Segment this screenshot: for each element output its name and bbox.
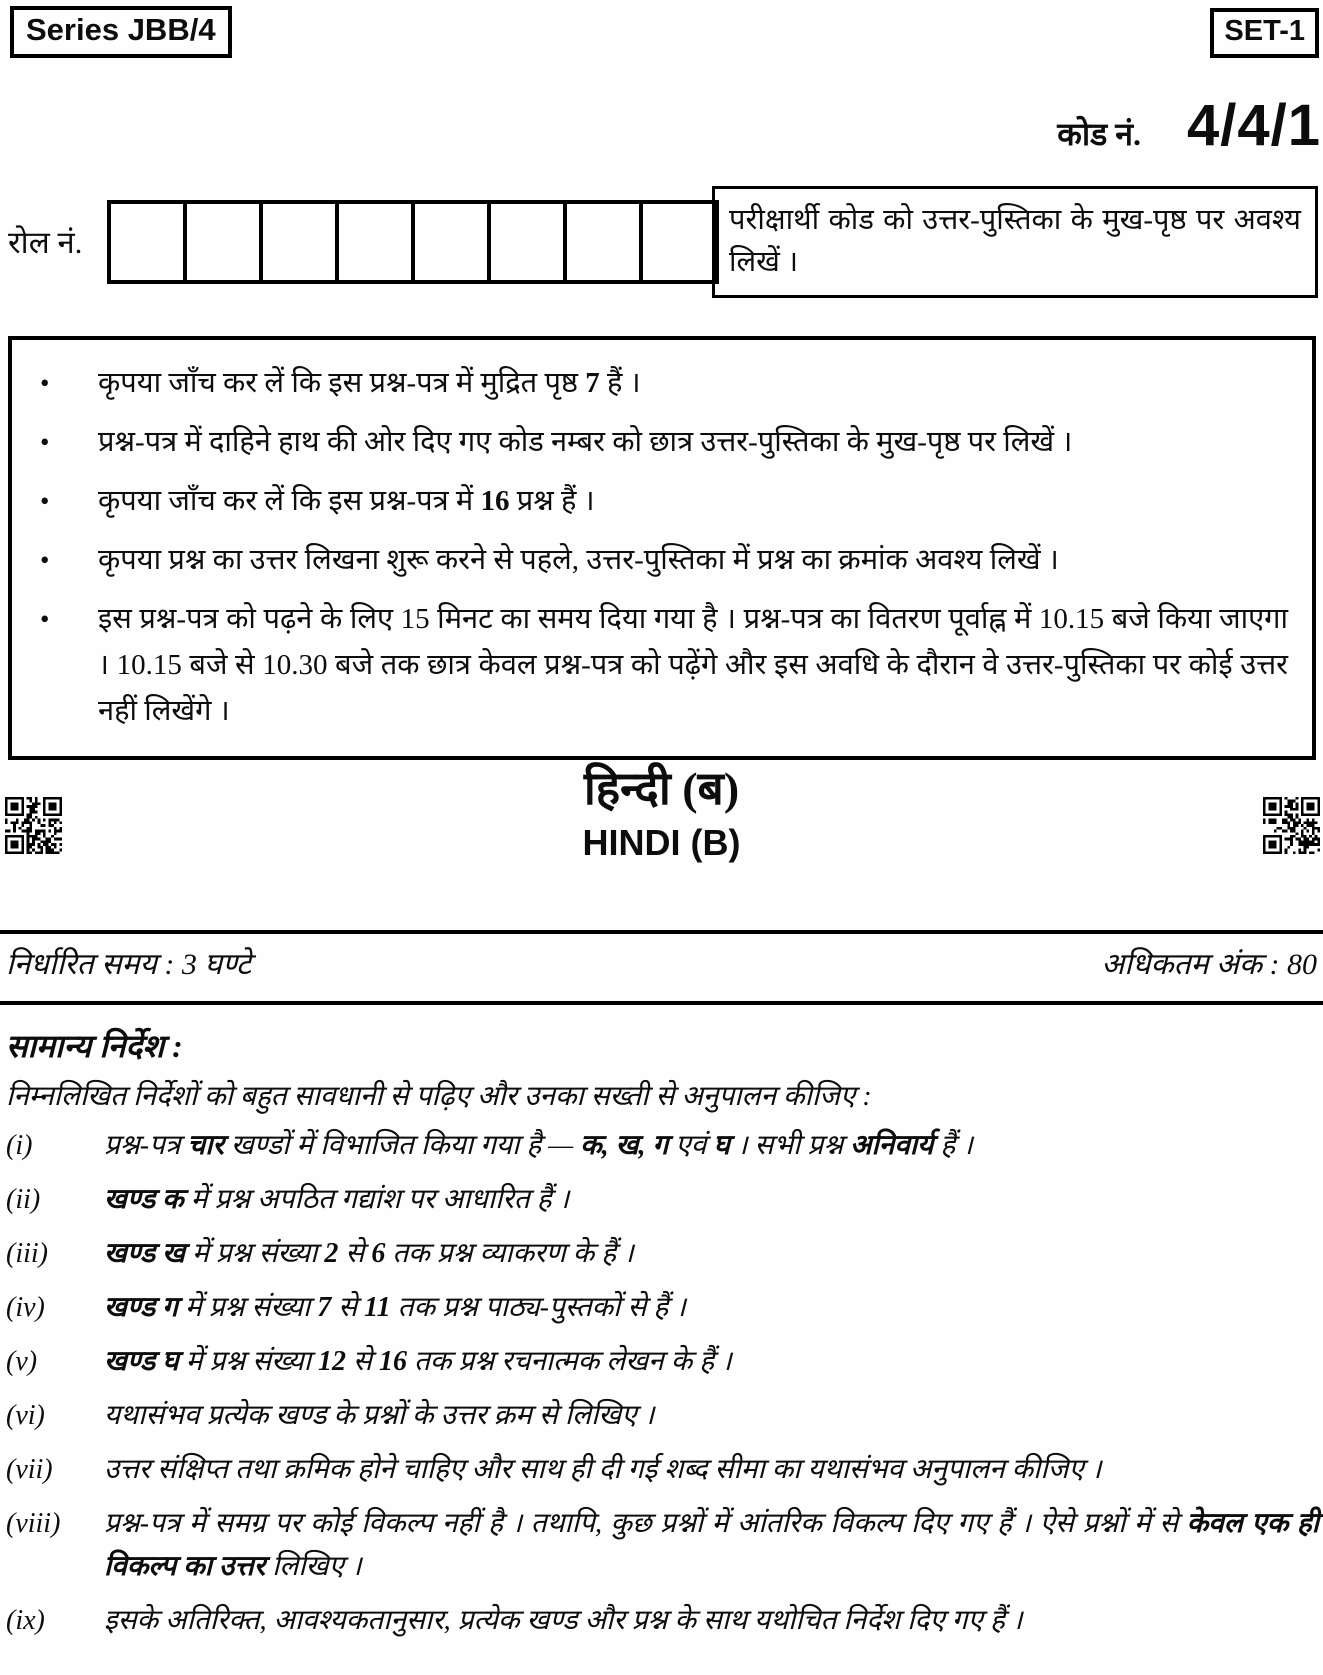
subject-title-hindi: हिन्दी (ब): [583, 763, 740, 814]
roll-number-cell: [411, 200, 491, 284]
item-number: (iii): [6, 1238, 48, 1269]
text-segment: एवं: [668, 1130, 714, 1161]
roll-number-boxes: [107, 200, 719, 284]
item-text: [98, 478, 1288, 524]
text-segment: कृपया जाँच कर लें कि इस प्रश्न-पत्र में: [98, 485, 481, 517]
text-segment: केवल एक ही विकल्प का उत्तर: [104, 1508, 1319, 1582]
notice-list: [40, 360, 1288, 734]
roll-number-label: रोल नं.: [8, 225, 83, 260]
code-number-value: 4/4/1: [1187, 93, 1321, 158]
roll-number-row: [8, 200, 719, 284]
item-number: (ix): [6, 1605, 45, 1636]
text-segment: प्रश्न-पत्र: [104, 1130, 188, 1161]
item-number: (vii): [6, 1454, 53, 1485]
instruction-item: [6, 1178, 1319, 1221]
notice-item: [40, 419, 1288, 465]
text-segment: में प्रश्न संख्या: [178, 1346, 319, 1377]
maximum-marks: अधिकतम अंक : 80: [1101, 948, 1317, 981]
examinee-note-text: परीक्षार्थी कोड को उत्तर-पुस्तिका के मुख-पृष्ठ पर अवश्य लिखें ।: [729, 204, 1301, 279]
item-text: [104, 1502, 1319, 1588]
text-segment: 16: [378, 1346, 407, 1377]
roll-number-cell: [487, 200, 567, 284]
instruction-item: [6, 1502, 1319, 1588]
roll-number-cell: [259, 200, 339, 284]
text-segment: इसके अतिरिक्त, आवश्यकतानुसार, प्रत्येक खण्ड और प्रश्न के साथ यथोचित निर्देश दिए गए हैं ।: [104, 1605, 1023, 1636]
candidate-notice-box: [8, 336, 1316, 760]
divider-bottom: [0, 1001, 1323, 1005]
text-segment: यथासंभव प्रत्येक खण्ड के प्रश्नों के उत्तर क्रम से लिखिए ।: [104, 1400, 655, 1431]
text-segment: हैं ।: [933, 1130, 973, 1161]
item-number: (iv): [6, 1292, 45, 1323]
text-segment: प्रश्न-पत्र में समग्र पर कोई विकल्प नहीं है । तथापि, कुछ प्रश्नों में आंतरिक विकल्प दिए गए हैं । ऐसे प्रश्नों में से: [104, 1508, 1187, 1539]
item-text: [98, 419, 1288, 465]
set-label: SET-1: [1224, 15, 1305, 47]
text-segment: । सभी प्रश्न: [729, 1130, 851, 1161]
item-number: (i): [6, 1130, 33, 1161]
text-segment: 7: [317, 1292, 332, 1323]
text-segment: में प्रश्न संख्या: [185, 1238, 325, 1269]
subject-title-english: HINDI (B): [582, 822, 741, 863]
notice-item: [40, 360, 1288, 406]
text-segment: से: [346, 1346, 379, 1377]
item-text: [104, 1340, 1319, 1383]
text-segment: खण्ड घ: [104, 1346, 179, 1377]
bullet-icon: •: [40, 545, 50, 575]
notice-item: [40, 596, 1288, 734]
instruction-item: [6, 1448, 1319, 1491]
text-segment: प्रश्न-पत्र में दाहिने हाथ की ओर दिए गए कोड नम्बर को छात्र उत्तर-पुस्तिका के मुख-पृष्ठ पर लिखें ।: [98, 426, 1073, 458]
roll-number-cell: [107, 200, 187, 284]
notice-item: [40, 478, 1288, 524]
text-segment: इस प्रश्न-पत्र को पढ़ने के लिए 15 मिनट का समय दिया गया है । प्रश्न-पत्र का वितरण पूर्वाह्न में 10.15 बजे किया जाएगा । 10.15 बजे से 10.30 बजे तक छात्र केवल प्रश्न-पत्र को पढ़ेंगे और इस अवधि के दौरान वे उत्तर-पुस्तिका पर कोई उत्तर नहीं लिखेंगे ।: [98, 603, 1288, 727]
text-segment: कृपया जाँच कर लें कि इस प्रश्न-पत्र में मुद्रित पृष्ठ: [98, 367, 586, 399]
item-text: [98, 360, 1288, 406]
set-badge: [1210, 8, 1319, 58]
bullet-icon: •: [40, 604, 50, 634]
text-segment: तक प्रश्न पाठ्य-पुस्तकों से हैं ।: [390, 1292, 686, 1323]
bullet-icon: •: [40, 427, 50, 457]
text-segment: 11: [364, 1292, 391, 1323]
text-segment: में प्रश्न अपठित गद्यांश पर आधारित हैं ।: [183, 1184, 570, 1215]
item-text: [104, 1124, 1319, 1167]
item-number: (viii): [6, 1508, 61, 1539]
item-text: [104, 1448, 1319, 1491]
text-segment: हैं ।: [599, 367, 641, 399]
instruction-item: [6, 1124, 1319, 1167]
text-segment: प्रश्न हैं ।: [509, 485, 595, 517]
text-segment: कृपया प्रश्न का उत्तर लिखना शुरू करने से पहले, उत्तर-पुस्तिका में प्रश्न का क्रमांक अवश्य लिखें ।: [98, 544, 1059, 576]
instruction-item: [6, 1340, 1319, 1383]
item-text: [98, 596, 1288, 734]
item-text: [104, 1394, 1319, 1437]
bullet-icon: •: [40, 486, 50, 516]
text-segment: 2: [324, 1238, 339, 1269]
text-segment: खण्ड ख: [104, 1238, 186, 1269]
general-instructions-list: [6, 1124, 1319, 1653]
series-label: Series JBB/4: [26, 12, 216, 47]
text-segment: 16: [480, 485, 510, 517]
text-segment: चार: [187, 1130, 224, 1161]
roll-number-cell: [563, 200, 643, 284]
bullet-icon: •: [40, 368, 50, 398]
text-segment: से: [338, 1238, 372, 1269]
text-segment: 6: [371, 1238, 386, 1269]
item-number: (v): [6, 1346, 38, 1377]
item-text: [104, 1178, 1319, 1221]
text-segment: क, ख, ग: [580, 1130, 669, 1161]
roll-number-cell: [183, 200, 263, 284]
item-number: (vi): [6, 1400, 45, 1431]
text-segment: तक प्रश्न रचनात्मक लेखन के हैं ।: [406, 1346, 732, 1377]
text-segment: 12: [318, 1346, 347, 1377]
item-text: [98, 537, 1288, 583]
instruction-item: [6, 1599, 1319, 1642]
examinee-note-box: [712, 186, 1318, 298]
text-segment: अनिवार्य: [850, 1130, 934, 1161]
allotted-time: निर्धारित समय : 3 घण्टे: [6, 948, 252, 981]
general-instructions-heading: सामान्य निर्देश :: [6, 1028, 183, 1064]
text-segment: खण्ड ग: [104, 1292, 178, 1323]
instruction-item: [6, 1394, 1319, 1437]
divider-top: [0, 930, 1323, 934]
text-segment: खण्डों में विभाजित किया गया है —: [223, 1130, 581, 1161]
text-segment: 7: [585, 367, 600, 399]
series-badge: [10, 6, 232, 58]
roll-number-cell: [335, 200, 415, 284]
time-marks-row: [6, 942, 1317, 983]
instruction-item: [6, 1232, 1319, 1275]
text-segment: में प्रश्न संख्या: [177, 1292, 318, 1323]
item-text: [104, 1286, 1319, 1329]
roll-number-cell: [639, 200, 719, 284]
notice-item: [40, 537, 1288, 583]
text-segment: घ: [713, 1130, 730, 1161]
text-segment: खण्ड क: [104, 1184, 184, 1215]
code-number-row: [1057, 92, 1321, 159]
text-segment: उत्तर संक्षिप्त तथा क्रमिक होने चाहिए और साथ ही दी गई शब्द सीमा का यथासंभव अनुपालन कीजिए ।: [104, 1454, 1102, 1485]
item-text: [104, 1232, 1319, 1275]
text-segment: लिखिए ।: [265, 1551, 362, 1582]
item-number: (ii): [6, 1184, 41, 1215]
code-number-label: कोड नं.: [1057, 116, 1141, 152]
text-segment: तक प्रश्न व्याकरण के हैं ।: [385, 1238, 634, 1269]
item-text: [104, 1599, 1319, 1642]
instruction-item: [6, 1286, 1319, 1329]
text-segment: से: [331, 1292, 365, 1323]
general-instructions-intro: निम्नलिखित निर्देशों को बहुत सावधानी से पढ़िए और उनका सख्ती से अनुपालन कीजिए :: [6, 1081, 872, 1112]
